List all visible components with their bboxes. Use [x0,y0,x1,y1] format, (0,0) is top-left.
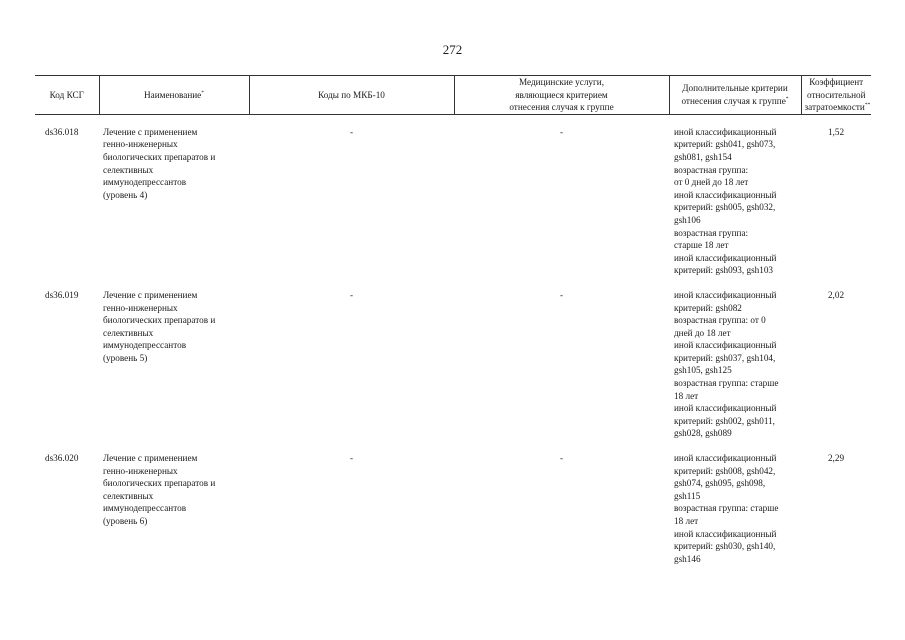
header-code: Код КСГ [35,76,99,115]
header-mkb: Коды по МКБ-10 [249,76,454,115]
criteria-line: старше 18 лет [674,240,729,251]
mkb-cell: - [349,453,354,464]
name-line: селективных [103,327,154,338]
criteria-line: критерий: gsh005, gsh032, [674,202,776,213]
name-line: биологических препаратов и [103,151,216,162]
header-row [35,76,871,115]
name-line: биологических препаратов и [103,478,216,489]
table-body [35,114,871,577]
coef-cell: 1,52 [827,126,845,137]
footnote-mark: * [201,89,204,96]
services-cell: - [559,289,564,300]
name-line: иммунодепрессантов [103,503,187,514]
services-cell: - [559,126,564,137]
table-row [35,289,871,452]
name-cell [99,452,249,577]
name-line: генно-инженерных [103,139,178,150]
criteria-line: gsh106 [674,214,701,225]
criteria-line: критерий: gsh093, gsh103 [674,265,774,276]
name-line: (уровень 5) [103,352,148,363]
name-line: (уровень 6) [103,516,148,526]
criteria-cell [669,452,801,577]
criteria-line: возрастная группа: старше [674,378,779,389]
criteria-line: gsh028, gsh089 [674,428,732,439]
criteria-line: от 0 дней до 18 лет [674,177,749,188]
criteria-line: иной классификационный [674,403,777,414]
name-cell [99,289,249,452]
name-line: иммунодепрессантов [103,340,187,351]
criteria-line: возрастная группа: [674,164,749,175]
criteria-line: gsh146 [674,553,701,564]
mkb-cell: - [349,126,354,137]
criteria-line: иной классификационный [674,289,777,300]
coef-cell: 2,02 [827,289,845,300]
name-line: генно-инженерных [103,302,178,313]
ksg-code-cell: ds36.019 [45,289,79,300]
criteria-line: gsh074, gsh095, gsh098, [674,478,766,489]
criteria-line: критерий: gsh037, gsh104, [674,352,776,363]
header-name: Наименование* [99,76,249,115]
criteria-line: 18 лет [674,390,699,401]
criteria-line: возрастная группа: [674,227,749,238]
criteria-line: критерий: gsh041, gsh073, [674,139,776,150]
footnote-mark: * [785,95,789,102]
table-row [35,126,871,289]
criteria-cell [669,126,801,289]
name-line: (уровень 4) [103,189,148,200]
coef-cell: 2,29 [827,453,845,464]
ksg-code-cell: ds36.020 [45,453,79,464]
criteria-line: иной классификационный [674,340,777,351]
ksg-code-cell: ds36.018 [45,126,79,137]
criteria-cell [669,289,801,452]
name-line: Лечение с применением [103,126,198,137]
name-cell [99,126,249,289]
criteria-line: иной классификационный [674,453,777,464]
criteria-line: критерий: gsh002, gsh011, [674,415,775,426]
page-number: 272 [442,42,463,57]
criteria-line: gsh105, gsh125 [674,365,732,376]
name-line: биологических препаратов и [103,315,216,326]
criteria-line: иной классификационный [674,126,777,137]
criteria-line: иной классификационный [674,528,777,539]
name-line: селективных [103,164,154,175]
name-line: иммунодепрессантов [103,177,187,188]
name-line: генно-инженерных [103,465,178,476]
ksg-table [35,75,871,577]
criteria-line: критерий: gsh030, gsh140, [674,541,776,552]
name-line: Лечение с применением [103,453,198,464]
header-criteria: Дополнительные критерии отнесения случая к группе* [669,76,801,115]
criteria-line: критерий: gsh008, gsh042, [674,465,776,476]
criteria-line: критерий: gsh082 [674,302,742,313]
services-cell: - [559,453,564,464]
mkb-cell: - [349,289,354,300]
criteria-line: 18 лет [674,516,699,526]
header-coef: Коэффициент относительной затратоемкости** [801,76,871,115]
criteria-line: иной классификационный [674,252,777,263]
table-row [35,452,871,577]
criteria-line: возрастная группа: старше [674,503,779,514]
name-line: селективных [103,490,154,501]
name-line: Лечение с применением [103,289,198,300]
criteria-line: gsh115 [674,490,701,501]
criteria-line: gsh081, gsh154 [674,151,732,162]
criteria-line: возрастная группа: от 0 [674,315,766,326]
header-services: Медицинские услуги, являющиеся критерием отнесения случая к группе [454,76,669,115]
criteria-line: иной классификационный [674,189,777,200]
criteria-line: дней до 18 лет [674,327,731,338]
footnote-mark: ** [864,102,871,109]
